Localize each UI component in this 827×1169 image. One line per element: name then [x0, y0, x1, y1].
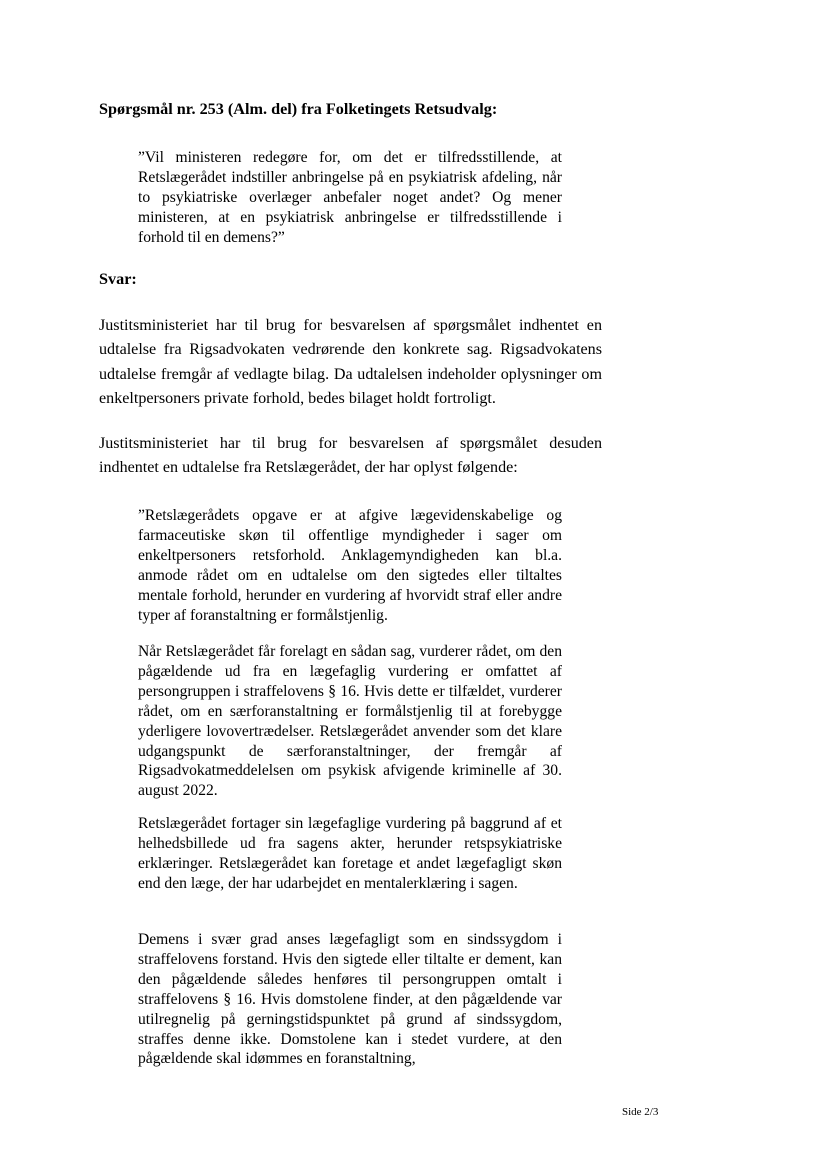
- page-number: Side 2/3: [622, 1106, 659, 1118]
- answer-paragraph-2: Justitsministeriet har til brug for besvarelsen af spørgsmålet desuden indhentet en udtalelse fra Retslægerådet, der har oplyst følgende:: [99, 435, 602, 477]
- quoted-paragraph-3: Retslægerådet fortager sin lægefaglige vurdering på baggrund af et helhedsbillede ud fra sagens akter, herunder retspsykiatriske erklæringer. Retslægerådet kan foretage et andet lægefagligt skøn end den læge, der har udarbejdet en mentalerklæring i sagen.: [138, 815, 562, 892]
- question-heading: Spørgsmål nr. 253 (Alm. del) fra Folketingets Retsudvalg:: [99, 100, 498, 118]
- quoted-paragraph-2: Når Retslægerådet får forelagt en sådan sag, vurderer rådet, om den pågældende ud fra en lægefaglig vurdering er omfattet af persongruppen i straffelovens § 16. Hvis dette er tilfældet, vurderer rådet, om en særforanstaltning er formålstjenlig til at forebygge yderligere lovovertrædelser. Retslægerådet anvender som det klare udgangspunkt de særforanstaltninger, der fremgår af Rigsadvokatmeddelelsen om psykisk afvigende kriminelle af 30. august 2022.: [138, 643, 562, 800]
- answer-heading: Svar:: [99, 270, 137, 288]
- quoted-paragraph-4: Demens i svær grad anses lægefagligt som en sindssygdom i straffelovens forstand. Hvis den sigtede eller tiltalte er dement, kan den pågældende således henføres til persongruppen omtalt i straffelovens § 16. Hvis domstolene finder, at den pågældende var utilregnelig på gerningstidspunktet på grund af sindssygdom, straffes denne ikke. Domstolene kan i stedet vurdere, at den pågældende skal idømmes en foranstaltning,: [138, 931, 562, 1068]
- answer-paragraph-1: Justitsministeriet har til brug for besvarelsen af spørgsmålet indhentet en udtalelse fra Rigsadvokaten vedrørende den konkrete sag. Rigsadvokatens udtalelse fremgår af vedlagte bilag. Da udtalelsen indeholder oplysninger om enkeltpersoners private forhold, bedes bilaget holdt fortroligt.: [99, 317, 602, 407]
- quoted-paragraph-1: ”Retslægerådets opgave er at afgive lægevidenskabelige og farmaceutiske skøn til offentlige myndigheder i sager om enkeltpersoners retsforhold. Anklagemyndigheden kan bl.a. anmode rådet om en udtalelse om den sigtedes eller tiltaltes mentale forhold, herunder en vurdering af hvorvidt straf eller andre typer af foranstaltning er formålstjenlig.: [138, 507, 562, 624]
- question-quote: ”Vil ministeren redegøre for, om det er tilfredsstillende, at Retslægerådet indstiller anbringelse på en psykiatrisk afdeling, når to psykiatriske overlæger anbefaler noget andet? Og mener ministeren, at en psykiatrisk anbringelse er tilfredsstillende i forhold til en demens?”: [138, 149, 562, 246]
